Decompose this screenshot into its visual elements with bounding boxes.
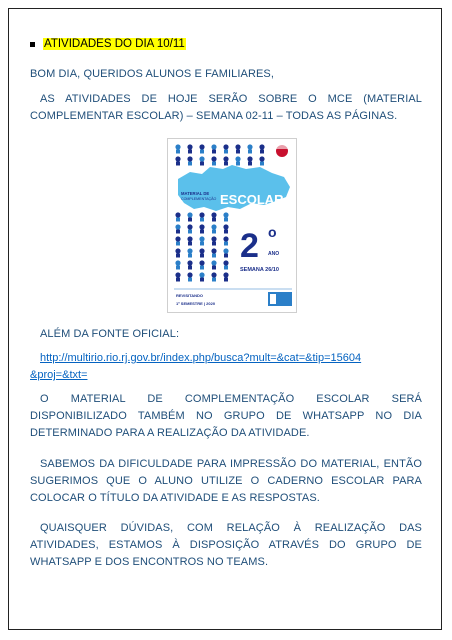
child-figure-icon bbox=[199, 272, 204, 277]
child-figure-body-icon bbox=[200, 278, 204, 282]
greeting: BOM DIA, QUERIDOS ALUNOS E FAMILIARES, bbox=[30, 68, 275, 80]
child-figure-icon bbox=[175, 272, 180, 277]
child-figure-icon bbox=[223, 248, 228, 253]
paragraph-whatsapp: O MATERIAL DE COMPLEMENTAÇÃO ESCOLAR SERÁ DISPONIBILIZADO TAMBÉM NO GRUPO DE WHATSAPP NO DIA DETERMINADO PARA A REALIZAÇÃO DA ATIVIDADE. bbox=[30, 393, 422, 439]
child-figure-icon bbox=[223, 144, 228, 149]
child-figure-body-icon bbox=[188, 150, 192, 154]
title-text: ATIVIDADES DO DIA 10/11 bbox=[44, 38, 185, 50]
child-figure-body-icon bbox=[200, 150, 204, 154]
child-figure-icon bbox=[211, 212, 216, 217]
bullet-icon bbox=[30, 42, 35, 47]
child-figure-body-icon bbox=[224, 242, 228, 246]
child-figure-icon bbox=[187, 144, 192, 149]
child-figure-icon bbox=[199, 144, 204, 149]
child-figure-icon bbox=[211, 156, 216, 161]
paragraph-printing: SABEMOS DA DIFICULDADE PARA IMPRESSÃO DO MATERIAL, ENTÃO SUGERIMOS QUE O ALUNO UTILIZE O CADERNO ESCOLAR PARA COLOCAR O TÍTULO DA ATIVIDADE E AS RESPOSTAS. bbox=[30, 458, 422, 504]
child-figure-icon bbox=[199, 236, 204, 241]
child-figure-body-icon bbox=[188, 218, 192, 222]
child-figure-body-icon bbox=[224, 150, 228, 154]
child-figure-body-icon bbox=[212, 278, 216, 282]
svg-text:REVISITANDO: REVISITANDO bbox=[176, 293, 204, 298]
cover-week: SEMANA 26/10 bbox=[240, 267, 279, 273]
child-figure-body-icon bbox=[200, 266, 204, 270]
child-figure-body-icon bbox=[188, 230, 192, 234]
child-figure-icon bbox=[187, 272, 192, 277]
child-figure-icon bbox=[223, 260, 228, 265]
paragraph-questions: QUAISQUER DÚVIDAS, COM RELAÇÃO À REALIZAÇÃO DAS ATIVIDADES, ESTAMOS À DISPOSIÇÃO ATRAVÉS DO GRUPO DE WHATSAPP E DOS ENCONTROS NO TEAMS. bbox=[30, 522, 422, 568]
child-figure-body-icon bbox=[224, 218, 228, 222]
svg-text:o: o bbox=[268, 224, 277, 240]
child-figure-body-icon bbox=[176, 254, 180, 258]
child-figure-icon bbox=[175, 224, 180, 229]
child-figure-body-icon bbox=[224, 162, 228, 166]
child-figure-icon bbox=[175, 260, 180, 265]
child-figure-body-icon bbox=[200, 242, 204, 246]
child-figure-body-icon bbox=[212, 230, 216, 234]
child-figure-body-icon bbox=[212, 254, 216, 258]
child-figure-icon bbox=[199, 212, 204, 217]
child-figure-icon bbox=[187, 236, 192, 241]
child-figure-icon bbox=[211, 248, 216, 253]
child-figure-icon bbox=[223, 212, 228, 217]
child-figure-body-icon bbox=[176, 150, 180, 154]
child-figure-body-icon bbox=[200, 162, 204, 166]
child-figure-icon bbox=[199, 224, 204, 229]
cover-grade-number: 2 bbox=[240, 227, 259, 265]
child-figure-icon bbox=[199, 156, 204, 161]
child-figure-body-icon bbox=[188, 254, 192, 258]
child-figure-icon bbox=[223, 272, 228, 277]
multirio-link-continued[interactable]: &proj=&txt= bbox=[30, 369, 88, 381]
child-figure-icon bbox=[199, 248, 204, 253]
child-figure-body-icon bbox=[176, 278, 180, 282]
child-figure-icon bbox=[211, 272, 216, 277]
child-figure-body-icon bbox=[236, 162, 240, 166]
child-figure-body-icon bbox=[224, 278, 228, 282]
child-figure-icon bbox=[175, 144, 180, 149]
child-figure-icon bbox=[175, 156, 180, 161]
child-figure-body-icon bbox=[224, 230, 228, 234]
child-figure-icon bbox=[187, 248, 192, 253]
child-figure-icon bbox=[211, 224, 216, 229]
child-figure-icon bbox=[223, 224, 228, 229]
child-figure-icon bbox=[199, 260, 204, 265]
child-figure-icon bbox=[187, 224, 192, 229]
child-figure-body-icon bbox=[176, 242, 180, 246]
child-figure-body-icon bbox=[212, 242, 216, 246]
child-figure-body-icon bbox=[200, 218, 204, 222]
child-figure-body-icon bbox=[248, 150, 252, 154]
child-figure-icon bbox=[187, 260, 192, 265]
intro-paragraph: AS ATIVIDADES DE HOJE SERÃO SOBRE O MCE (MATERIAL COMPLEMENTAR ESCOLAR) – SEMANA 02-11 – TODAS AS PÁGINAS. bbox=[30, 93, 422, 122]
svg-text:ANO: ANO bbox=[268, 251, 280, 257]
child-figure-body-icon bbox=[188, 278, 192, 282]
child-figure-icon bbox=[175, 212, 180, 217]
child-figure-icon bbox=[223, 156, 228, 161]
child-figure-body-icon bbox=[236, 150, 240, 154]
page-title bbox=[30, 38, 186, 50]
child-figure-icon bbox=[211, 236, 216, 241]
child-figure-icon bbox=[247, 156, 252, 161]
cover-big-label: ESCOLAR bbox=[220, 192, 284, 207]
child-figure-body-icon bbox=[176, 218, 180, 222]
child-figure-icon bbox=[235, 156, 240, 161]
child-figure-icon bbox=[259, 156, 264, 161]
child-figure-body-icon bbox=[212, 150, 216, 154]
child-figure-icon bbox=[223, 236, 228, 241]
child-figure-body-icon bbox=[212, 266, 216, 270]
child-figure-body-icon bbox=[188, 242, 192, 246]
child-figure-body-icon bbox=[176, 162, 180, 166]
mce-cover-image bbox=[167, 138, 297, 313]
svg-text:1º SEMESTRE | 2020: 1º SEMESTRE | 2020 bbox=[176, 301, 216, 306]
child-figure-icon bbox=[247, 144, 252, 149]
multirio-link[interactable]: http://multirio.rio.rj.gov.br/index.php/busca?mult=&cat=&tip=15604 bbox=[40, 352, 362, 364]
cover-small-label: MATERIAL DE bbox=[181, 191, 210, 196]
source-label: ALÉM DA FONTE OFICIAL: bbox=[40, 328, 180, 340]
child-figure-body-icon bbox=[200, 230, 204, 234]
child-figure-body-icon bbox=[176, 266, 180, 270]
child-figure-icon bbox=[175, 236, 180, 241]
child-figure-icon bbox=[175, 248, 180, 253]
child-figure-icon bbox=[211, 144, 216, 149]
child-figure-body-icon bbox=[248, 162, 252, 166]
child-figure-body-icon bbox=[212, 218, 216, 222]
child-figure-icon bbox=[187, 212, 192, 217]
child-figure-body-icon bbox=[260, 162, 264, 166]
child-figure-icon bbox=[211, 260, 216, 265]
child-figure-body-icon bbox=[224, 254, 228, 258]
child-figure-icon bbox=[259, 144, 264, 149]
child-figure-icon bbox=[187, 156, 192, 161]
child-figure-body-icon bbox=[212, 162, 216, 166]
child-figure-icon bbox=[235, 144, 240, 149]
child-figure-body-icon bbox=[176, 230, 180, 234]
child-figure-body-icon bbox=[224, 266, 228, 270]
svg-text:COMPLEMENTAÇÃO: COMPLEMENTAÇÃO bbox=[181, 197, 217, 201]
child-figure-body-icon bbox=[200, 254, 204, 258]
child-figure-body-icon bbox=[260, 150, 264, 154]
child-figure-body-icon bbox=[188, 162, 192, 166]
child-figure-body-icon bbox=[188, 266, 192, 270]
